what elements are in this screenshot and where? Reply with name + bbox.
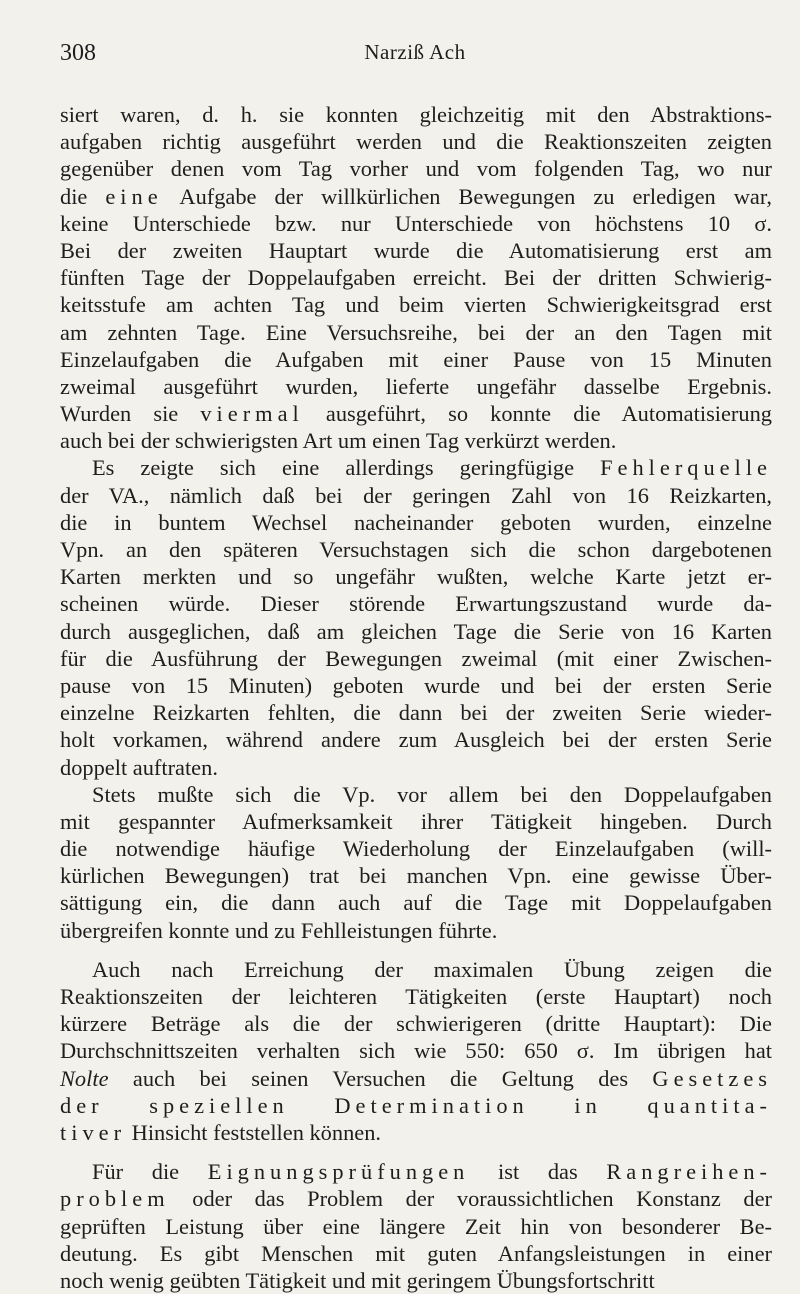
paragraph bbox=[60, 781, 772, 944]
text-line bbox=[60, 983, 772, 1010]
spaced-word: Gesetzes bbox=[652, 1065, 772, 1091]
line-text: die bbox=[60, 183, 106, 209]
line-text: am zehnten Tage. Eine Versuchsreihe, bei der an den Tagen mit bbox=[60, 319, 772, 345]
text-line bbox=[60, 726, 772, 753]
text-line bbox=[60, 618, 772, 645]
text-line bbox=[60, 956, 772, 983]
line-text: Aufgabe der willkürlichen Bewegungen zu erledigen war, bbox=[162, 183, 773, 209]
line-text: ausgeführt, so konnte die Automatisierung bbox=[303, 401, 772, 427]
line-text: aufgaben richtig ausgeführt werden und die Reaktionszeiten zeigten bbox=[60, 129, 772, 155]
line-text: gegenüber denen vom Tag vorher und vom folgenden Tag, wo nur bbox=[60, 156, 772, 182]
line-text: oder das Problem der voraussichtlichen Konstanz der bbox=[169, 1186, 772, 1212]
text-line bbox=[60, 1158, 772, 1185]
text-line bbox=[60, 101, 772, 128]
paragraph-gap bbox=[60, 944, 772, 956]
spaced-word: viermal bbox=[200, 401, 304, 427]
line-text: Vpn. an den späteren Versuchstagen sich die schon dargebotenen bbox=[60, 537, 772, 562]
text-line bbox=[60, 1185, 772, 1212]
paragraph bbox=[60, 1158, 772, 1294]
line-text: Stets mußte sich die Vp. vor allem bei den Doppelaufgaben bbox=[92, 781, 772, 807]
line-text: die notwendige häufige Wiederholung der Einzelaufgaben (will- bbox=[60, 836, 772, 862]
text-line bbox=[60, 1240, 772, 1267]
page-number: 308 bbox=[60, 40, 96, 66]
text-line bbox=[60, 889, 772, 916]
line-text: einzelne Reizkarten fehlten, die dann bei der zweiten Serie wieder- bbox=[60, 700, 772, 726]
spaced-word: eine bbox=[105, 183, 163, 209]
text-line bbox=[60, 237, 772, 264]
text-line bbox=[60, 536, 772, 563]
text-line bbox=[60, 373, 772, 400]
text-line bbox=[60, 1065, 772, 1092]
text-line bbox=[60, 128, 772, 155]
line-text: die in buntem Wechsel nacheinander geboten wurden, einzelne bbox=[60, 509, 772, 535]
line-text: kürlichen Bewegungen) trat bei manchen Vpn. eine gewisse Über- bbox=[60, 863, 772, 889]
text-line bbox=[60, 754, 772, 781]
text-line bbox=[60, 346, 772, 373]
line-text: Es zeigte sich eine allerdings geringfügige bbox=[92, 455, 601, 481]
line-text: geprüften Leistung über eine längere Zeit hin von besonderer Be- bbox=[60, 1213, 772, 1239]
line-text: doppelt auftraten. bbox=[60, 754, 218, 780]
text-line bbox=[60, 862, 772, 889]
spaced-word: Rangreihen- bbox=[606, 1159, 773, 1185]
text-line bbox=[60, 400, 772, 427]
line-text: zweimal ausgeführt wurden, lieferte ungefähr dasselbe Ergebnis. bbox=[60, 373, 772, 399]
line-text: scheinen würde. Dieser störende Erwartungszustand wurde da- bbox=[60, 591, 772, 617]
text-line bbox=[60, 808, 772, 835]
line-text: fünften Tage der Doppelaufgaben erreicht. Bei der dritten Schwierig- bbox=[60, 265, 772, 291]
text-line bbox=[60, 509, 772, 536]
text-line bbox=[60, 1119, 772, 1146]
text-line bbox=[60, 645, 772, 672]
text-line bbox=[60, 291, 772, 318]
spaced-word: Eignungsprüfungen bbox=[207, 1159, 470, 1185]
body-text bbox=[60, 101, 772, 1294]
text-line bbox=[60, 590, 772, 617]
line-text: sättigung ein, die dann auch auf die Tage mit Doppelaufgaben bbox=[60, 890, 772, 916]
author-name: Nolte bbox=[60, 1065, 109, 1091]
spaced-word: tiver bbox=[60, 1119, 127, 1145]
text-line bbox=[60, 1010, 772, 1037]
text-line bbox=[60, 183, 772, 210]
text-line bbox=[60, 427, 772, 454]
spaced-word: Fehlerquelle bbox=[600, 455, 772, 481]
line-text: noch wenig geübten Tätigkeit und mit geringem Übungsfortschritt bbox=[60, 1267, 655, 1293]
text-line bbox=[60, 155, 772, 182]
line-text: Für die bbox=[92, 1159, 208, 1185]
line-text: für die Ausführung der Bewegungen zweimal (mit einer Zwischen- bbox=[60, 645, 772, 671]
line-text: übergreifen konnte und zu Fehlleistungen führte. bbox=[60, 917, 498, 943]
line-text: keine Unterschiede bzw. nur Unterschiede von höchstens 10 σ. bbox=[60, 210, 772, 236]
line-text: Karten merkten und so ungefähr wußten, welche Karte jetzt er- bbox=[60, 564, 772, 590]
spaced-word: problem bbox=[60, 1186, 170, 1212]
line-text: Reaktionszeiten der leichteren Tätigkeiten (erste Hauptart) noch bbox=[60, 984, 772, 1009]
line-text: Auch nach Erreichung der maximalen Übung zeigen die bbox=[92, 956, 772, 982]
text-line bbox=[60, 699, 772, 726]
line-text: deutung. Es gibt Menschen mit guten Anfangsleistungen in einer bbox=[60, 1240, 772, 1266]
text-line bbox=[60, 1213, 772, 1240]
paragraph bbox=[60, 956, 772, 1146]
page-header bbox=[60, 40, 770, 70]
text-line bbox=[60, 1267, 772, 1294]
text-line bbox=[60, 835, 772, 862]
text-line bbox=[60, 563, 772, 590]
line-text: siert waren, d. h. sie konnten gleichzeitig mit den Abstraktions- bbox=[60, 102, 772, 127]
line-text: Hinsicht feststellen können. bbox=[126, 1119, 382, 1145]
line-text: Wurden sie bbox=[60, 401, 201, 427]
line-text: der VA., nämlich daß bei der geringen Zahl von 16 Reizkarten, bbox=[60, 482, 772, 508]
line-text: Bei der zweiten Hauptart wurde die Automatisierung erst am bbox=[60, 237, 772, 263]
spaced-phrase: der speziellen Determination in quantita- bbox=[60, 1092, 772, 1118]
paragraph bbox=[60, 454, 772, 780]
text-line bbox=[60, 1037, 772, 1064]
text-line bbox=[60, 482, 772, 509]
line-text: auch bei seinen Versuchen die Geltung des bbox=[108, 1065, 653, 1091]
text-line bbox=[60, 210, 772, 237]
line-text: kürzere Beträge als die der schwierigeren (dritte Hauptart): Die bbox=[60, 1011, 772, 1037]
line-text: auch bei der schwierigsten Art um einen Tag verkürzt werden. bbox=[60, 428, 617, 454]
line-text: Einzelaufgaben die Aufgaben mit einer Pause von 15 Minuten bbox=[60, 346, 772, 372]
text-line bbox=[60, 319, 772, 346]
text-line bbox=[60, 781, 772, 808]
line-text: durch ausgeglichen, daß am gleichen Tage die Serie von 16 Karten bbox=[60, 618, 772, 644]
line-text: mit gespannter Aufmerksamkeit ihrer Tätigkeit hingeben. Durch bbox=[60, 808, 772, 834]
paragraph-gap bbox=[60, 1146, 772, 1158]
line-text: Durchschnittszeiten verhalten sich wie 550: 650 σ. Im übrigen hat bbox=[60, 1038, 772, 1064]
paragraph bbox=[60, 101, 772, 454]
line-text: ist das bbox=[469, 1159, 607, 1185]
line-text: keitsstufe am achten Tag und beim vierten Schwierigkeitsgrad erst bbox=[60, 292, 772, 318]
line-text: holt vorkamen, während andere zum Ausgleich bei der ersten Serie bbox=[60, 727, 772, 753]
text-line bbox=[60, 454, 772, 481]
text-line bbox=[60, 264, 772, 291]
running-head: Narziß Ach bbox=[364, 40, 466, 64]
text-line bbox=[60, 1092, 772, 1119]
text-line bbox=[60, 672, 772, 699]
text-line bbox=[60, 917, 772, 944]
line-text: pause von 15 Minuten) geboten wurde und bei der ersten Serie bbox=[60, 672, 772, 698]
